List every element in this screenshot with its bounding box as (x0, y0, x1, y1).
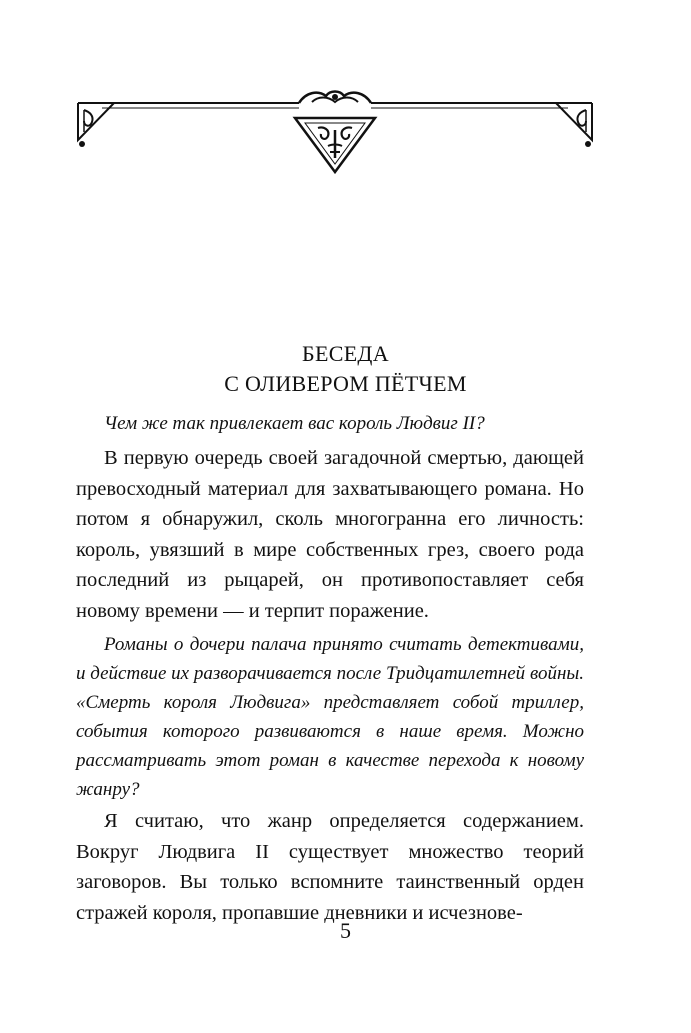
interview-question-2: Романы о дочери палача принято считать детективами, и действие их разворачивается после Тридцатилетней войны. «Смерть короля Людвига» представляет собой триллер, события которого развиваются в наше время. Можно рассматривать этот роман в качестве перехода к новому жанру? (76, 634, 584, 800)
page-number: 5 (340, 918, 351, 943)
chapter-title-line-2: С ОЛИВЕРОМ ПЁТЧЕМ (224, 371, 467, 396)
interview-answer-2: Я считаю, что жанр определяется содержанием. Вокруг Людвига II существует множество теорий заговоров. Вы только вспомните таинственный орден стражей короля, пропавшие дневники и исчезнове- (76, 810, 584, 924)
ornamental-header-icon (74, 88, 596, 180)
chapter-title-line-1: БЕСЕДА (302, 341, 389, 366)
interview-answer-1: В первую очередь своей загадочной смертью, дающей превосходный материал для захватывающего романа. Но потом я обнаружил, сколь многогранна его личность: король, увязший в мире собственных грез, своего рода последний из рыцарей, он противопоставляет себя новому времени — и терпит поражение. (76, 447, 584, 622)
interview-question-1: Чем же так привлекает вас король Людвиг II? (104, 413, 485, 434)
